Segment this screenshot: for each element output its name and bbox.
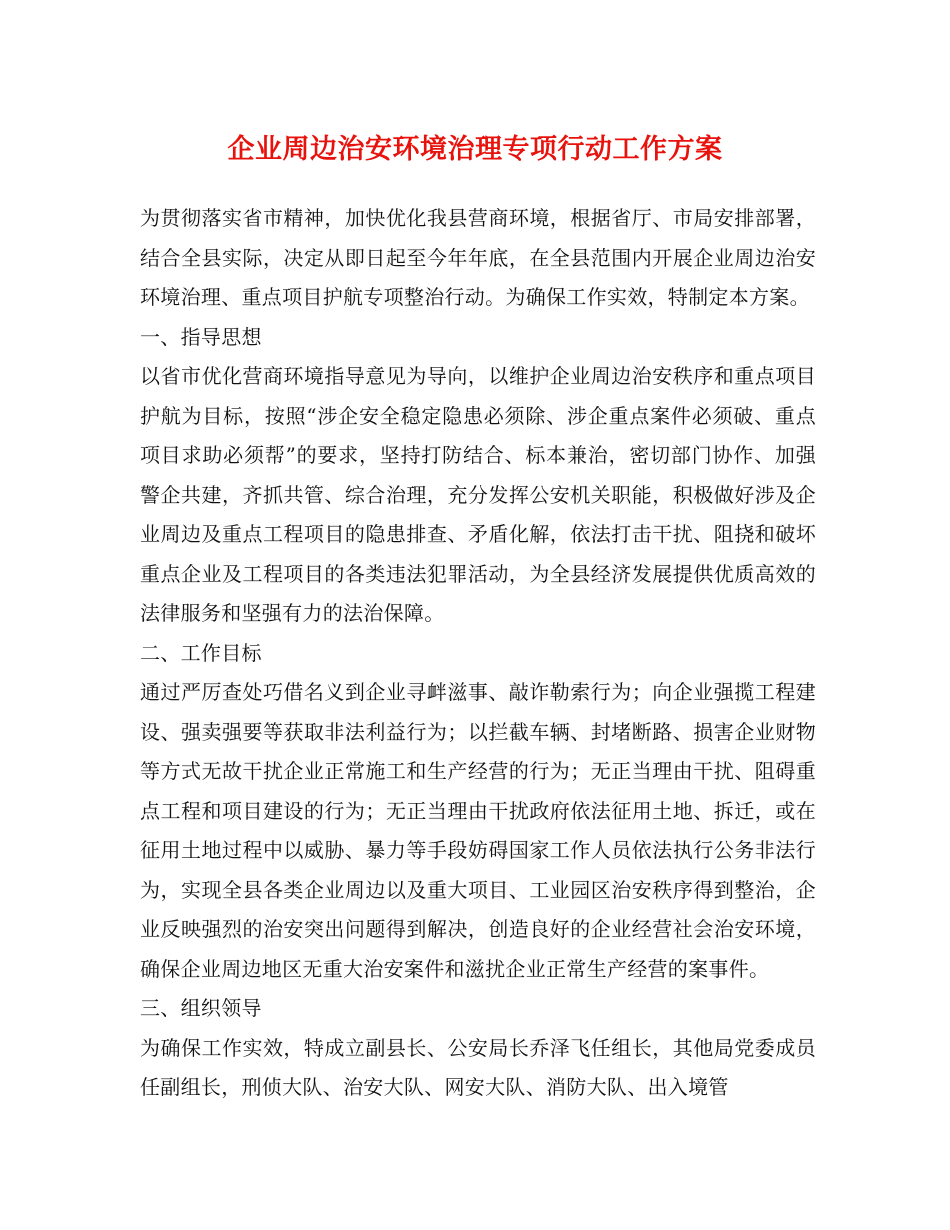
section-paragraph-work-goals: 通过严厉查处巧借名义到企业寻衅滋事、敲诈勒索行为；向企业强揽工程建设、强卖强要等获取非法利益行为；以拦截车辆、封堵断路、损害企业财物等方式无故干扰企业正常施工和生产经营的行为；无正当理由干扰、阻碍重点工程和项目建设的行为；无正当理由干扰政府依法征用土地、拆迁，或在征用土地过程中以威胁、暴力等手段妨碍国家工作人员依法执行公务非法行为，实现全县各类企业周边以及重大项目、工业园区治安秩序得到整治，企业反映强烈的治安突出问题得到解决，创造良好的企业经营社会治安环境，确保企业周边地区无重大治安案件和滋扰企业正常生产经营的案事件。 <box>140 680 816 981</box>
section-paragraph-guiding-ideology: 以省市优化营商环境指导意见为导向，以维护企业周边治安秩序和重点项目护航为目标，按照“涉企安全稳定隐患必须除、涉企重点案件必须破、重点项目求助必须帮”的要求，坚持打防结合、标本兼治，密切部门协作、加强警企共建，齐抓共管、综合治理，充分发挥公安机关职能，积极做好涉及企业周边及重点工程项目的隐患排查、矛盾化解，依法打击干扰、阻挠和破坏重点企业及工程项目的各类违法犯罪活动，为全县经济发展提供优质高效的法律服务和坚强有力的法治保障。 <box>140 364 816 625</box>
section-heading-work-goals: 二、工作目标 <box>140 640 262 665</box>
intro-paragraph: 为贯彻落实省市精神，加快优化我县营商环境，根据省厅、市局安排部署，结合全县实际，决定从即日起至今年年底，在全县范围内开展企业周边治安环境治理、重点项目护航专项整治行动。为确保工作实效，特制定本方案。 <box>140 206 816 309</box>
document-body <box>140 199 816 1108</box>
section-heading-guiding-ideology: 一、指导思想 <box>140 324 262 349</box>
section-heading-organization: 三、组织领导 <box>140 996 262 1020</box>
section-paragraph-organization: 为确保工作实效，特成立副县长、公安局长乔泽飞任组长，其他局党委成员任副组长，刑侦大队、治安大队、网安大队、消防大队、出入境管 <box>140 1035 816 1099</box>
document-title: 企业周边治安环境治理专项行动工作方案 <box>227 134 723 165</box>
